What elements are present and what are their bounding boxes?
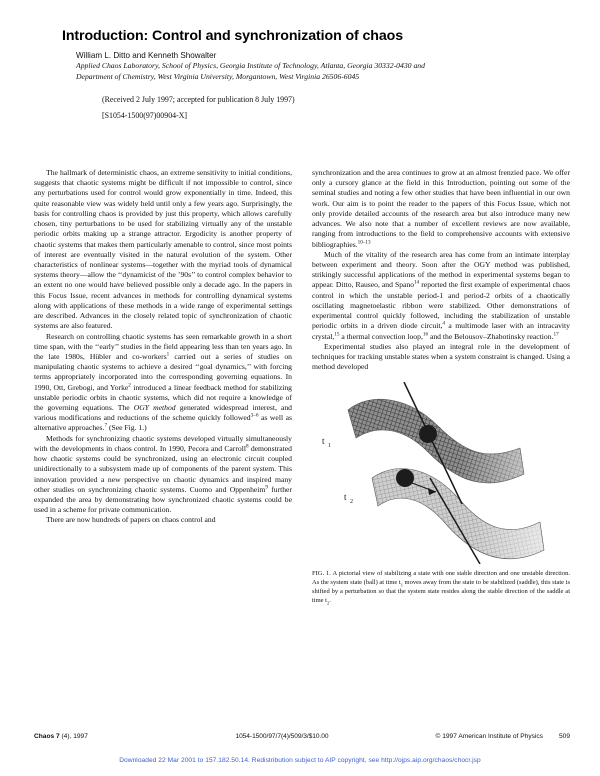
text-run: a multimode laser with an intracavity crystal, <box>312 321 570 341</box>
citation-ref: 2 <box>128 382 131 389</box>
text-run: further expanded the area by demonstrating how synchronized chaotic systems could be used in a scheme for private communication. <box>34 484 292 515</box>
paragraph <box>312 250 570 342</box>
citation-ref: 4 <box>442 320 445 327</box>
saddle-surface-illustration <box>312 382 570 564</box>
right-column <box>312 168 570 606</box>
text-run: generated widespread interest, and various modifications and reductions of the scheme quickly followed <box>34 403 293 423</box>
figure-1 <box>312 382 570 605</box>
citation-ref: 15 <box>334 330 340 337</box>
citation-ref: 7 <box>104 422 108 429</box>
citation-ref: 16 <box>422 330 429 337</box>
text-run: (See Fig. 1.) <box>107 423 147 433</box>
text-run: and the Belousov–Zhabotinsky reaction. <box>428 331 554 341</box>
journal-name: Chaos 7 <box>34 733 60 740</box>
citation-ref: 9 <box>265 484 268 491</box>
citation-ref: 3–6 <box>250 412 259 419</box>
page-number: 509 <box>558 733 570 740</box>
page-footer <box>34 733 570 740</box>
citation-ref: 17 <box>553 330 559 337</box>
caption-subscript: 2 <box>326 600 330 606</box>
paragraph: The hallmark of deterministic chaos, an extreme sensitivity to initial conditions, suggests that chaotic systems might be difficult if not impossible to control, since any perturbations used for control would grow exponentially in time. Indeed, this quite reasonable view was widely held until only a few years ago. Surprisingly, the basis for controlling chaos is provided by just this property, which allows carefully chosen, tiny perturbations to be used for stabilizing virtually any of the unstable periodic orbits making up a strange attractor. Ergodicity is another property of chaotic systems that makes them particularly amenable to control, since most points of interest are eventually visited in the natural evolution of the system. Other characteristics of nonlinear systems—together with the myriad tools of dynamical systems theory—allow the ‘‘dynamicist of the ’90s’’ to control complex behavior to an extent no one would have believed possible only a decade ago. In the papers in this Focus Issue, recent advances in methods for controlling dynamical systems along with applications of these methods in a wide range of experimental settings are described. Advances in the closely related topic of synchronization of chaotic systems are also featured. <box>34 168 292 331</box>
figure-label-t1: t <box>322 436 325 447</box>
text-run: Research on controlling chaotic systems has seen remarkable growth in a short time span, with the ‘‘early’’ studies in the field appearing less than ten years ago. In the late 1980s, Hübler and co-workers <box>34 331 292 361</box>
journal-issue: (4), 1997 <box>59 733 88 740</box>
paragraph <box>312 168 570 250</box>
author-affiliation: Applied Chaos Laboratory, School of Physics, Georgia Institute of Technology, Atlanta, Georgia 30332-0430 and Department of Chemistry, West Virginia University, Morgantown, West Virginia 26506-6045 <box>76 61 425 81</box>
author-block <box>76 51 562 83</box>
page-title: Introduction: Control and synchronization of chaos <box>62 28 404 44</box>
figure-caption-label: FIG. 1. <box>312 570 331 578</box>
copyright-notice <box>380 733 570 740</box>
caption-subscript: 1 <box>400 582 403 588</box>
text-run: . <box>329 596 331 604</box>
paragraph: Experimental studies also played an integral role in the development of techniques for tracking unstable states when a system constraint is changed. Using a method developed <box>312 341 570 372</box>
citation-ref: 1 <box>166 351 170 358</box>
figure-image <box>312 382 570 564</box>
figure-label-t2: t <box>344 492 347 503</box>
text-run: as well as alternative approaches. <box>34 413 292 433</box>
text-run: moves away from the state to be stabilized (saddle), this state is shifted by a perturbation so that the system state resides along the stable direction of the saddle at time t <box>312 579 570 604</box>
article-body <box>34 168 570 606</box>
left-column <box>34 168 292 606</box>
system-state-ball-t1 <box>419 425 437 443</box>
text-run: Much of the vitality of the research area has come from an intimate interplay between experiment and theory. Soon after the OGY method was published, strikingly successful applications of the method in experimental systems began to appear. Ditto, Rauseo, and Spano <box>312 249 570 290</box>
article-masthead <box>62 28 562 120</box>
text-run: Methods for synchronizing chaotic systems developed virtually simultaneously with the developments in chaos control. In 1990, Pecora and Carroll <box>34 433 292 453</box>
citation-ref: 8 <box>245 443 249 450</box>
figure-label-t2-subscript: 2 <box>350 499 353 506</box>
text-run: carried out a series of studies on manipulating chaotic systems to achieve a desired ‘‘goal dynamics,’’ with forcing terms appropriately incorporated into the corresponding governing equations. In 1990, Ott, Grebogi, and Yorke <box>34 351 292 392</box>
figure-caption <box>312 570 570 605</box>
emphasis-run: OGY method <box>133 403 176 413</box>
article-cost-code: 1054-1500/97/7(4)/509/3/$10.00 <box>235 733 329 740</box>
download-watermark: Downloaded 22 Mar 2001 to 157.182.50.14. Redistribution subject to AIP copyright, see http://ojps.aip.org/chaos/chocr.jsp <box>119 757 481 764</box>
received-date: (Received 2 July 1997; accepted for publication 8 July 1997) <box>102 94 295 104</box>
copyright-text: © 1997 American Institute of Physics <box>435 733 543 740</box>
journal-reference <box>34 733 184 740</box>
paragraph <box>34 332 292 434</box>
text-run: demonstrated how chaotic systems could be synchronized, using an electronic circuit coupled unidirectionally to a subsystem made up of components of the parent system. This innovation provided a new perspective on chaotic dynamics and inspired many other studies on synchronizing chaotic systems. Cuomo and Oppenheim <box>34 443 292 494</box>
text-run: introduced a linear feedback method for stabilizing unstable periodic orbits in chaotic systems, which did not require a knowledge of the governing equations. The <box>34 382 292 413</box>
text-run: reported the first example of experimental chaos control in which the unstable period-1 and period-2 orbits of a chaotically oscillating magnetoelastic ribbon were stabilized. Other demonstrations of experimental control quickly followed, including the stabilization of unstable periodic orbits in a driven diode circuit, <box>312 280 570 331</box>
paragraph: There are now hundreds of papers on chaos control and <box>46 515 216 525</box>
system-state-ball-t2 <box>396 469 414 487</box>
paragraph <box>34 434 292 516</box>
text-run: a thermal convection loop, <box>339 331 423 341</box>
author-names: William L. Ditto and Kenneth Showalter <box>76 51 217 60</box>
citation-ref: 10–13 <box>357 238 371 245</box>
figure-label-t1-subscript: 1 <box>328 443 331 450</box>
citation-ref: 14 <box>414 279 420 286</box>
text-run: A pictorial view of stabilizing a state with one stable direction and one unstable direction. As the system state (ball) at time t <box>312 570 570 587</box>
text-run: synchronization and the area continues to grow at an almost frenzied pace. We offer only a cursory glance at the field in this Introduction, pointing out some of the seminal studies and noting a few other studies that have been influential in our own work. Our aim is to point the reader to the papers of this Focus Issue, which not only provide detailed accounts of the research area but also introduce many new advances. We also note that a number of excellent reviews are now available, ranging from introductions to the field to comprehensive accounts with extensive bibliographies. <box>312 168 570 249</box>
document-identifier: [S1054-1500(97)00904-X] <box>102 110 188 120</box>
